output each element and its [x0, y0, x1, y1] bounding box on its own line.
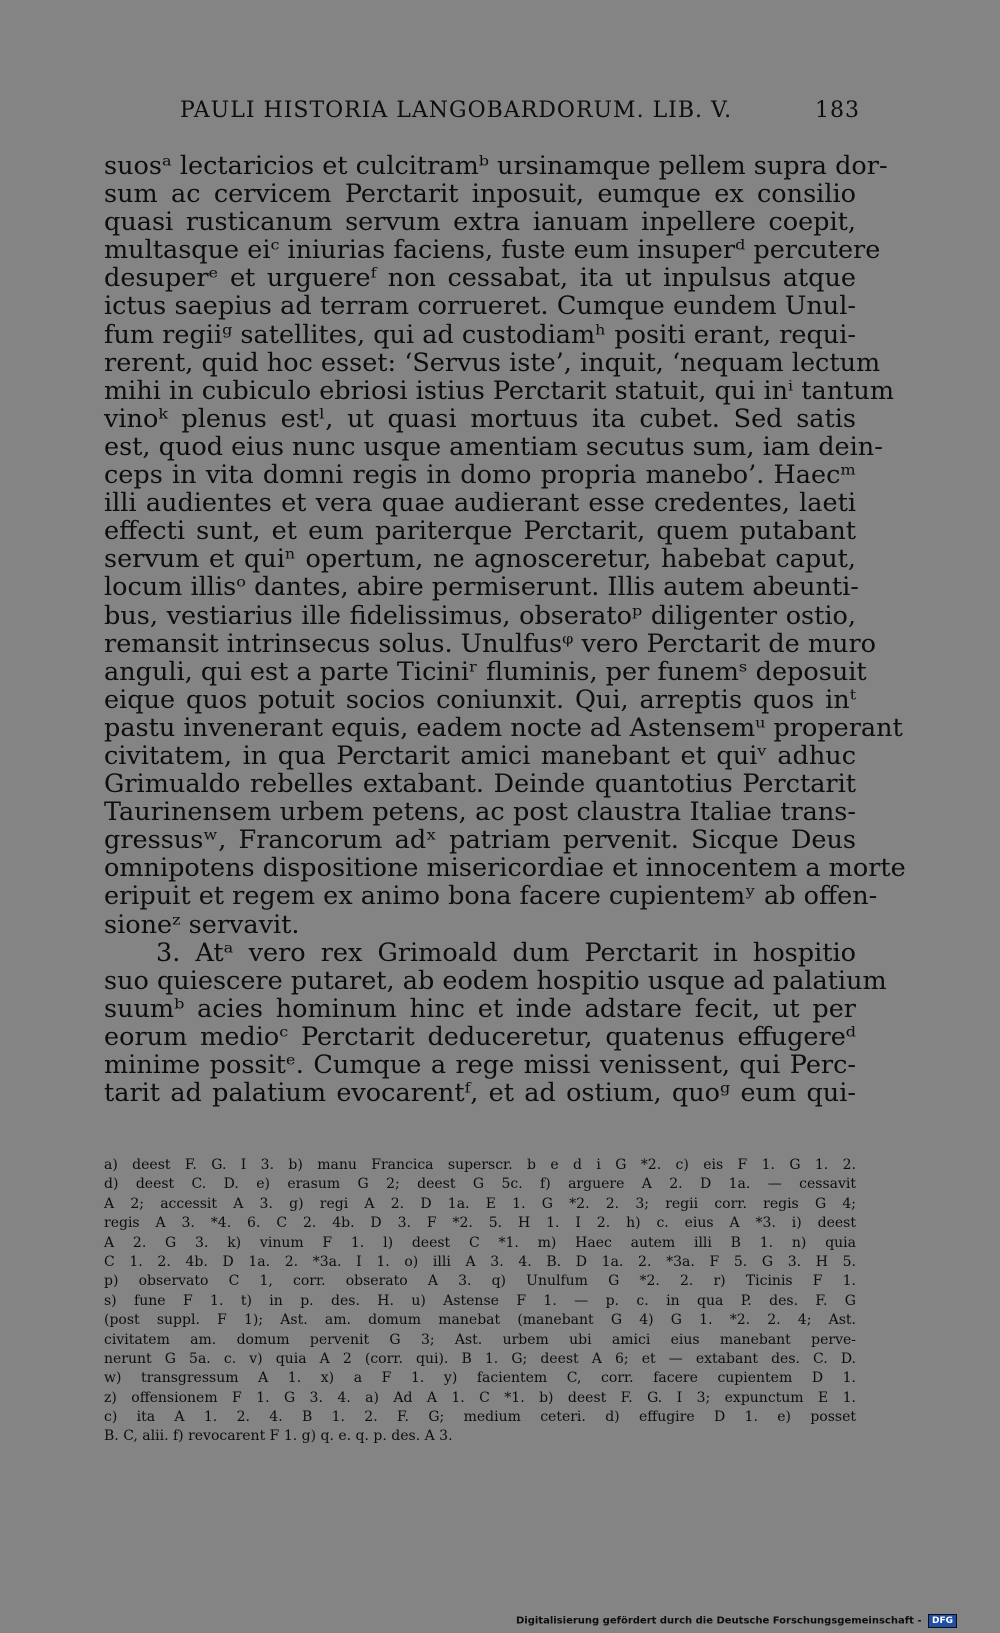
footnote-line: A 2. G 3. k) vinum F 1. l) deest C *1. m) Haec autem illi B 1. n) quia: [104, 1234, 856, 1251]
text-line: est, quod eius nunc usque amentiam secutus sum, iam dein-: [104, 431, 883, 462]
text-line: remansit intrinsecus solus. Unulfusᵠ vero Perctarit de muro: [104, 628, 876, 659]
footnote-line: w) transgressum A 1. x) a F 1. y) facientem C, corr. facere cupientem D 1.: [104, 1370, 856, 1387]
footnote-line: c) ita A 1. 2. 4. B 1. 2. F. G; medium ceteri. d) effugire D 1. e) posset: [104, 1409, 856, 1426]
text-line: fum regiiᵍ satellites, qui ad custodiamʰ positi erant, requi-: [104, 319, 856, 350]
text-line: anguli, qui est a parte Ticiniʳ fluminis, per funemˢ deposuit: [104, 656, 867, 687]
text-line: suosᵃ lectaricios et culcitramᵇ ursinamque pellem supra dor-: [104, 151, 888, 181]
running-header: [104, 98, 860, 132]
text-line: sum ac cervicem Perctarit inposuit, eumque ex consilio: [104, 179, 856, 210]
text-line: Grimualdo rebelles extabant. Deinde quantotius Perctarit: [104, 769, 856, 800]
text-line: bus, vestiarius ille fidelissimus, obseratoᵖ diligenter ostio,: [104, 600, 856, 631]
footnote-line: A 2; accessit A 3. g) regi A 2. D 1a. E 1. G *2. 2. 3; regii corr. regis G 4;: [104, 1195, 856, 1212]
running-title: PAULI HISTORIA LANGOBARDORUM. LIB. V.: [180, 98, 733, 123]
text-line: multasque eiᶜ iniurias faciens, fuste eum insuperᵈ percutere: [104, 235, 881, 266]
footnote-line: B. C, alii. f) revocarent F 1. g) q. e. q. p. des. A 3.: [104, 1428, 453, 1445]
text-line: eorum medioᶜ Perctarit deduceretur, quatenus effugereᵈ: [104, 1021, 856, 1052]
text-line: desuperᵉ et urguereᶠ non cessabat, ita ut inpulsus atque: [104, 263, 856, 294]
text-line: civitatem, in qua Perctarit amici manebant et quiᵛ adhuc: [104, 740, 856, 771]
text-line: gressusʷ, Francorum adˣ patriam pervenit. Sicque Deus: [104, 825, 856, 856]
text-line: effecti sunt, et eum pariterque Perctarit, quem putabant: [104, 516, 856, 547]
chapter-start-line: 3. Atᵃ vero rex Grimoald dum Perctarit in hospitio: [156, 937, 856, 968]
text-line: mihi in cubiculo ebriosi istius Perctarit statuit, qui inⁱ tantum: [104, 375, 895, 406]
text-line: tarit ad palatium evocarentᶠ, et ad ostium, quoᵍ eum qui-: [104, 1078, 856, 1109]
text-line: quasi rusticanum servum extra ianuam inpellere coepit,: [104, 207, 856, 238]
text-line: locum illisᵒ dantes, abire permiserunt. Illis autem abeunti-: [104, 572, 859, 603]
page-number: 183: [815, 98, 860, 123]
text-line: omnipotens dispositione misericordiae et innocentem a morte: [104, 853, 906, 884]
footnote-line: p) observato C 1, corr. obserato A 3. q) Unulfum G *2. 2. r) Ticinis F 1.: [104, 1273, 856, 1290]
main-text: [104, 151, 906, 1109]
footnote-line: C 1. 2. 4b. D 1a. 2. *3a. I 1. o) illi A 3. 4. B. D 1a. 2. *3a. F 5. G 3. H 5.: [104, 1253, 856, 1270]
critical-apparatus: [104, 1156, 856, 1447]
footnote-line: civitatem am. domum pervenit G 3; Ast. urbem ubi amici eius manebant perve-: [104, 1331, 856, 1348]
text-line: suo quiescere putaret, ab eodem hospitio usque ad palatium: [104, 965, 887, 996]
text-line: sioneᶻ servavit.: [104, 909, 300, 940]
text-line: suumᵇ acies hominum hinc et inde adstare fecit, ut per: [104, 993, 856, 1024]
text-line: illi audientes et vera quae audierant esse credentes, laeti: [104, 488, 856, 519]
credit-text: Digitalisierung gefördert durch die Deutsche Forschungsgemeinschaft -: [515, 1615, 922, 1627]
text-line: rerent, quid hoc esset: ‘Servus iste’, inquit, ‘nequam lectum: [104, 347, 881, 378]
footnote-line: (post suppl. F 1); Ast. am. domum manebat (manebant G 4) G 1. *2. 2. 4; Ast.: [104, 1312, 856, 1329]
footnote-line: z) offensionem F 1. G 3. 4. a) Ad A 1. C *1. b) deest F. G. I 3; expunctum E 1.: [104, 1389, 856, 1406]
digitization-credit: [516, 1614, 957, 1628]
text-line: servum et quiⁿ opertum, ne agnosceretur, habebat caput,: [104, 544, 856, 575]
footnote-line: s) fune F 1. t) in p. des. H. u) Astense F 1. — p. c. in qua P. des. F. G: [104, 1292, 856, 1309]
footnote-line: regis A 3. *4. 6. C 2. 4b. D 3. F *2. 5. H 1. I 2. h) c. eius A *3. i) deest: [104, 1215, 856, 1232]
footnote-line: a) deest F. G. I 3. b) manu Francica superscr. b e d i G *2. c) eis F 1. G 1. 2.: [104, 1157, 856, 1173]
text-line: pastu invenerant equis, eadem nocte ad Astensemᵘ properant: [104, 712, 903, 743]
footnote-line: nerunt G 5a. c. v) quia A 2 (corr. qui). B 1. G; deest A 6; et — extabant des. C. D.: [104, 1350, 856, 1367]
text-line: Taurinensem urbem petens, ac post claustra Italiae trans-: [104, 797, 856, 828]
text-line: ceps in vita domni regis in domo propria manebo’. Haecᵐ: [104, 460, 856, 491]
text-line: eique quos potuit socios coniunxit. Qui, arreptis quos inᵗ: [104, 684, 856, 715]
text-line: ictus saepius ad terram corrueret. Cumque eundem Unul-: [104, 291, 856, 322]
dfg-logo-icon: DFG: [928, 1614, 957, 1628]
text-line: eripuit et regem ex animo bona facere cupientemʸ ab offen-: [104, 881, 878, 912]
text-line: vinoᵏ plenus estˡ, ut quasi mortuus ita cubet. Sed satis: [104, 403, 856, 434]
footnote-line: d) deest C. D. e) erasum G 2; deest G 5c. f) arguere A 2. D 1a. — cessavit: [104, 1176, 856, 1193]
text-line: minime possitᵉ. Cumque a rege missi venissent, qui Perc-: [104, 1050, 856, 1080]
